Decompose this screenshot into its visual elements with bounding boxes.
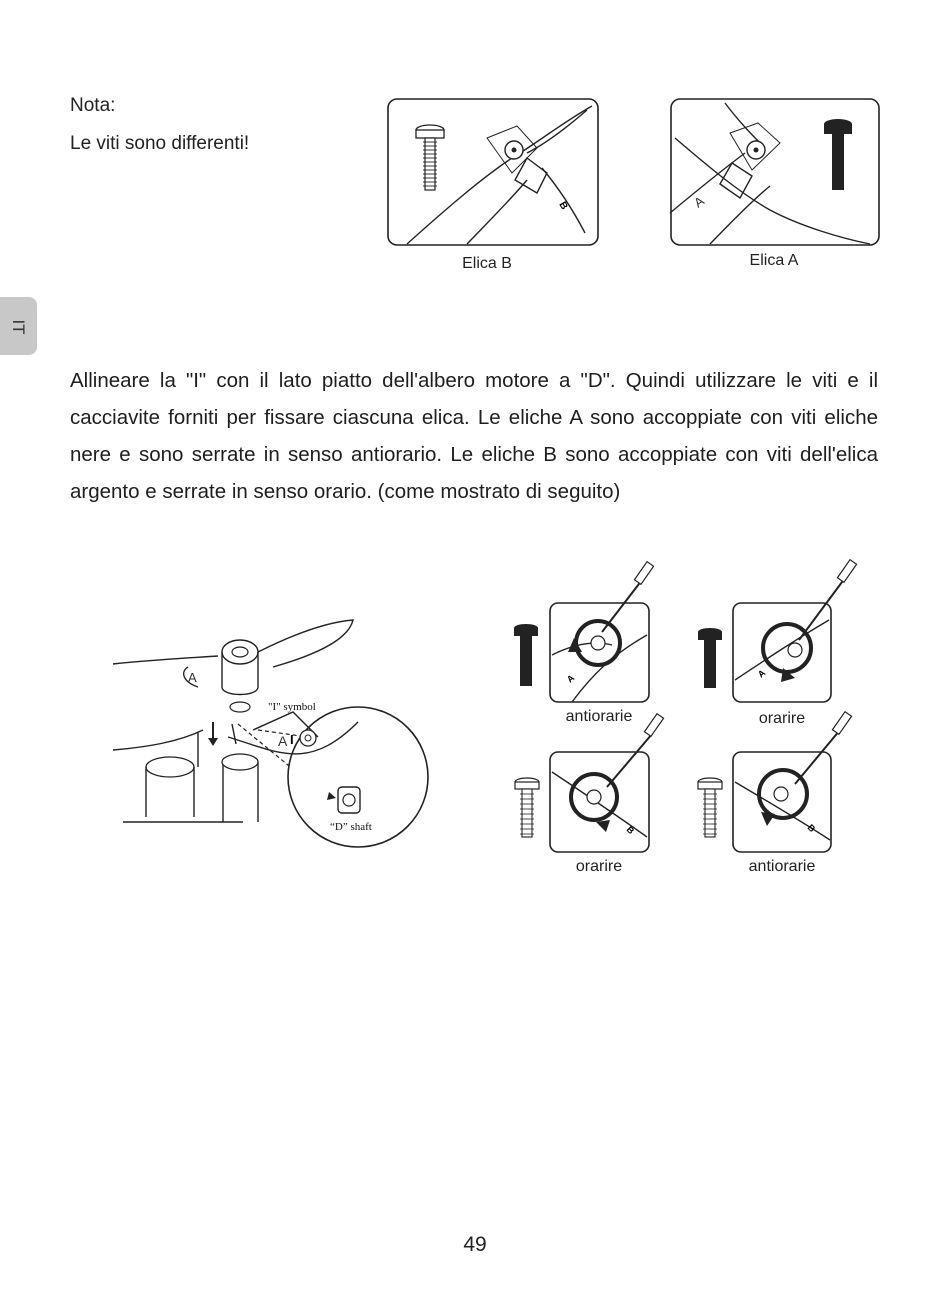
tightening-panel-4 — [695, 712, 865, 856]
panel-3-letter: B — [624, 824, 637, 837]
instructions-paragraph: Allineare la "I" con il lato piatto dell'albero motore a "D". Quindi utilizzare le viti e il cacciavite forniti per fissare ciascuna elica. Le eliche A sono accoppiate con viti eliche nere e sono serrate in senso antiorario. Le eliche B sono accoppiate con viti dell'elica argento e serrate in senso orario. (come mostrato di seguito) — [70, 369, 878, 503]
propeller-b-figure — [387, 98, 599, 246]
tightening-panel-2 — [695, 560, 865, 704]
tightening-panel-1 — [512, 560, 652, 704]
panel-2-caption: orarire — [758, 710, 806, 727]
i-marking: I — [290, 732, 294, 747]
propeller-b-caption: Elica B — [462, 255, 512, 272]
panel-4-letter: B — [805, 822, 818, 835]
black-screw-icon — [698, 628, 722, 688]
propeller-a-caption: Elica A — [749, 252, 799, 269]
note-title: Nota: — [70, 95, 116, 116]
motor-a-marking: A — [188, 670, 197, 685]
propeller-b-letter: B — [556, 200, 570, 212]
panel-4-caption: antiorarie — [748, 858, 816, 875]
black-screw-icon — [514, 624, 538, 686]
page-number: 49 — [463, 1233, 487, 1256]
panel-2-letter: A — [755, 667, 768, 680]
panel-1-caption: antiorarie — [565, 708, 633, 725]
magnified-a-marking: A — [278, 733, 288, 749]
silver-screw-icon — [515, 778, 539, 837]
panel-3-caption: orarire — [575, 858, 623, 875]
language-tab — [0, 297, 37, 355]
motor-shaft-diagram — [108, 612, 433, 844]
note-text: Le viti sono differenti! — [70, 133, 250, 154]
d-shaft-label: “D” shaft — [330, 821, 372, 833]
language-tab-label: IT — [9, 319, 28, 335]
propeller-a-figure — [670, 98, 880, 246]
i-symbol-label: "I" symbol — [268, 701, 316, 713]
tightening-panel-3 — [512, 712, 682, 856]
panel-1-letter: A — [564, 672, 577, 685]
silver-screw-icon — [698, 778, 722, 837]
propeller-a-letter: A — [691, 193, 707, 211]
